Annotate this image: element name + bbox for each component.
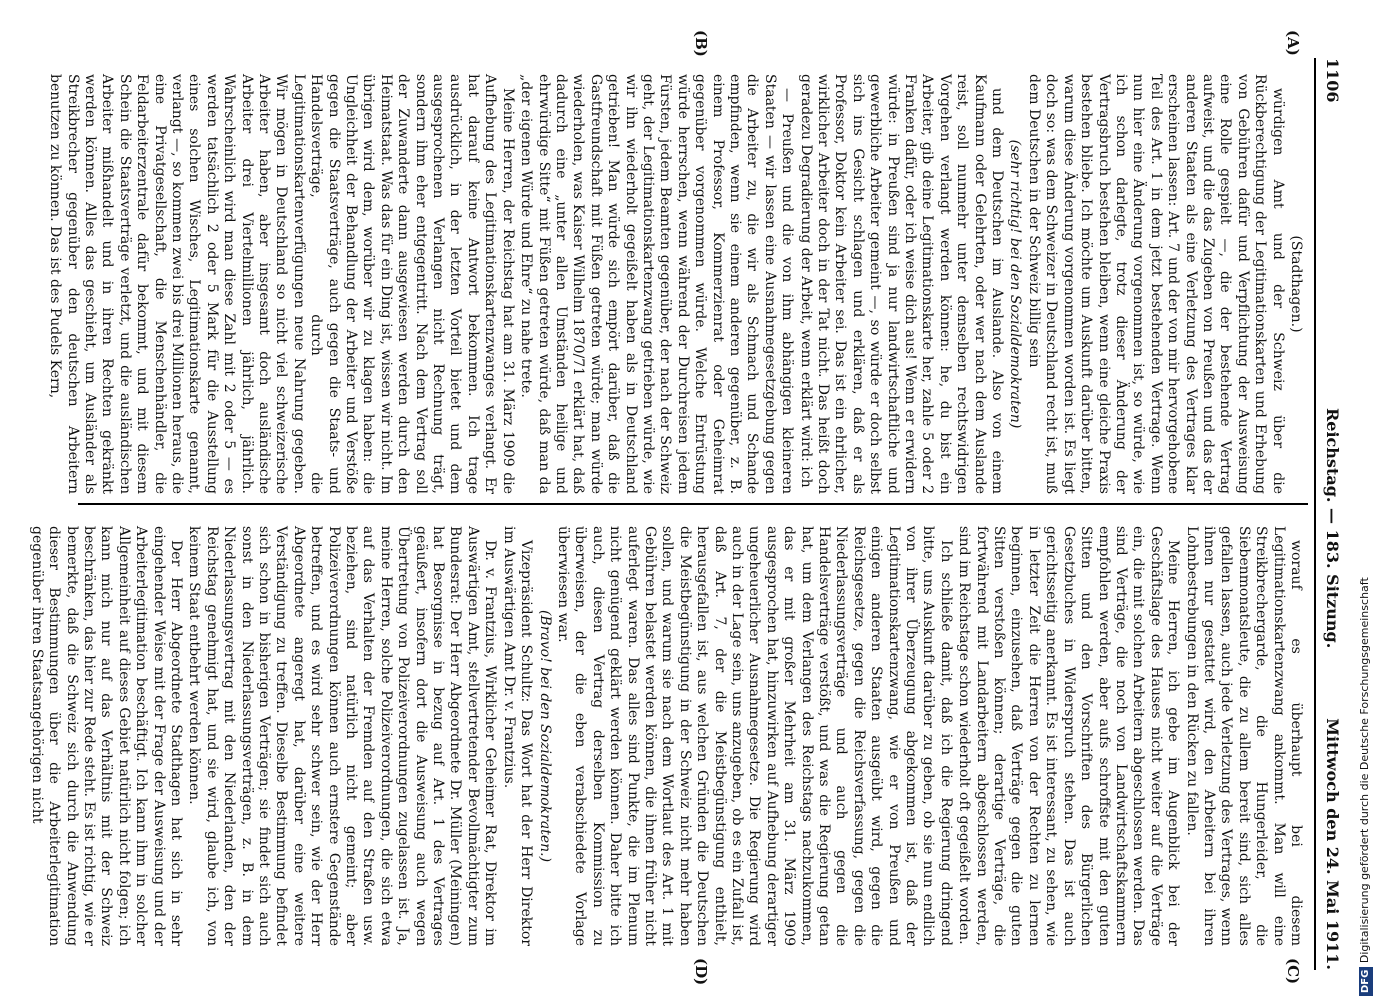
- digitization-footer: [1350, 0, 1380, 1000]
- right-text-column: [28, 526, 1304, 946]
- margin-marker-a: (A): [1284, 30, 1302, 56]
- interjection: (Bravo! bei den Sozialdemokraten.): [536, 609, 553, 863]
- page-number: 1106: [1323, 58, 1342, 103]
- page-title: Reichstag. — 183. Sitzung.: [1323, 408, 1342, 649]
- paragraph: worauf es überhaupt bei diesem Legitimationskartenzwang ankommt. Man will eine Streikbrechergarde, die Hungerleider, die Siebenmonatsleute, die zu allem bereit sind, sich alles gefallen lassen, auch jede Verletzung des Vertrages, wenn ihnen nur gestattet wird, den Arbeitern bei ihren Lohnbestrebungen in den Rücken zu fallen.: [1183, 526, 1304, 946]
- margin-marker-b: (B): [692, 30, 710, 57]
- header-rule: [1314, 58, 1316, 970]
- paragraph: würdigen Amt und der Schweiz über die Rückberechtigung der Legitimationskarten und Erhebung von Gebühren dafür und Verpflichtung der Ausweisung eine Rolle gespielt —, die der bestehende Vertrag aufweist, und die das Zugeben von Preußen und das der anderen Staaten als eine Verletzung des Vertrages klar erscheinen lassen: Art. 7 und der von mir hervorgehobene Teil des Art. 1 in dem jetzt bestehenden Vertrage. Wenn nun hier eine Änderung vorgenommen ist, so würde, wie ich schon darlegte, trotz dieser Änderung der Vertragsbruch bestehen bleiben, wenn eine gleiche Praxis bestehen bliebe. Ich möchte um Auskunft darüber bitten, warum diese Änderung vorgenommen worden ist. Es liegt doch so: was dem Schweizer in Deutschland recht ist, muß dem Deutschen in der Schweiz billig sein: [1025, 74, 1286, 494]
- page-header: [1318, 58, 1342, 970]
- paragraph: Meine Herren, der Reichstag hat am 31. März 1909 die Aufhebung des Legitimationskartenzwanges verlangt. Er hat darauf keine Antwort bekommen. Ich trage ausdrücklich, in der letzten Vorteil bietet und dem ausgesprochenen Verlangen nicht Rechnung trägt, sondern ihm eher entgegentritt. Nach dem Vertrag soll der Zuwanderte dann ausgewiesen werden durch den Heimatstaat. Was das für ein Ding ist, wissen wir nicht. Im übrigen wird dem, worüber wir zu klagen haben: die Ungleichheit der Behandlung der Arbeiter und Verstöße gegen die Staatsverträge, auch gegen die Staats- und Handelsverträge, durch die Legitimationskartenverfügungen neue Nahrung gegeben. Wir mögen in Deutschland so nicht viel schweizerische Arbeiter haben, aber insgesamt doch ausländische Arbeiter drei Viertelmillionen jährlich, jährlich. Wahrscheinlich wird man diese Zahl mit 2 oder 5 — es werden tatsächlich 2 oder 5 Mark für die Ausstellung eines solchen Wisches, Legitimationskarte genannt, verlangt —, so kommen zwei bis drei Millionen heraus, die eine Privatgesellschaft, die Menschenhändler, die Feldarbeiterzentrale dafür bekommt, und mit diesem Schein die Staatsverträge verletzt, und die ausländischen Arbeiter mißhandelt und in ihren Rechten gekränkt werden können. Alles das geschieht, um Ausländer als Streikbrecher gegenüber den deutschen Arbeitern benutzen zu können. Das ist des Pudels Kern,: [47, 74, 516, 494]
- speaker-tag: (Stadthagen.): [1288, 235, 1304, 333]
- footer-credit: Digitalisierung gefördert durch die Deutsche Forschungsgemeinschaft: [1358, 577, 1371, 964]
- paragraph: Vizepräsident Schultz: Das Wort hat der Herr Direktor im Auswärtigen Amt Dr. v. Frantzius.: [500, 526, 535, 946]
- paragraph: Dr. v. Frantzius, Wirklicher Geheimer Rat, Direktor im Auswärtigen Amt, stellvertretender Bevollmächtigter zum Bundesrat: Der Herr Abgeordnete Dr. Müller (Meiningen) hat Besorgnisse in bezug auf Art. 1 des Vertrages geäußert, insofern dort die Ausweisung auch wegen Übertretung von Polizeiverordnungen zugelassen ist. Ja, meine Herren, solche Polizeiverordnungen, die sich etwa auf das Verhalten der Fremden auf den Straßen usw. beziehen, sind natürlich nicht gemeint; aber Polizeiverordnungen können auch ernstere Gegenstände betreffen, und es wird sehr schwer sein, wie der Herr Abgeordnete angeregt hat, darüber eine weitere Verständigung zu treffen. Dieselbe Bestimmung befindet sich schon in bisherigen Verträgen; sie findet sich auch sonst in den Niederlassungsverträgen, z. B. in dem Niederlassungsvertrag mit den Niederlanden, den der Reichstag genehmigt hat, und sie wird, glaube ich, von keinem Staat entbehrt werden können.: [186, 526, 499, 946]
- paragraph: Ich schließe damit, daß ich die Regierung dringend bitte, uns Auskunft darüber zu geben, ob sie nun endlich von ihrer Überzeugung abgekommen ist, daß der Legitimationskartenzwang, wie er von Preußen und einigen anderen Staaten ausgeübt wird, gegen die Reichsgesetze, gegen die Reichsverfassung, gegen die Niederlassungsverträge und auch gegen die Handelsverträge verstößt, und was die Regierung getan hat, um dem Verlangen des Reichstags nachzukommen, das er mit großer Mehrheit am 31. März 1909 ausgesprochen hat, hinzuwirken auf Aufhebung derartiger ungeheuerlicher Ausnahmegesetze. Die Regierung wird auch in der Lage sein, uns anzugeben, ob es ein Zufall ist, daß Art. 7, der die Meistbegünstigung enthielt, herausgefallen ist, aus welchen Gründen die Deutschen die Meistbegünstigung in der Schweiz nicht mehr haben sollen, und warum sie nach dem Wortlaut des Art. 1 mit Gebühren belastet werden können, die ihnen früher nicht auferlegt waren. Das alles sind Punkte, die im Plenum nicht genügend geklärt werden können. Daher bitte ich auch, diesen Vertrag derselben Kommission zu überweisen, der die eben verabschiedete Vorlage überwiesen war.: [554, 526, 954, 946]
- rotated-page-content: [20, 0, 1360, 1000]
- interjection: (sehr richtig! bei den Sozialdemokraten): [1007, 139, 1024, 429]
- margin-marker-d: (D): [692, 958, 710, 986]
- paragraph: Der Herr Abgeordnete Stadthagen hat sich in sehr eingehender Weise mit der Frage der Ausweisung und der Arbeiterlegitimation beschäftigt. Ich kann ihm in solcher Allgemeinheit auf dieses Gebiet natürlich nicht folgen; ich kann mich nur auf das Verhältnis mit der Schweiz beschränken, das hier zur Rede steht. Es ist richtig, wie er bemerkte, daß die Schweiz sich durch die Anwendung dieser Bestimmungen über die Arbeiterlegitimation gegenüber ihren Staatsangehörigen nicht: [28, 526, 184, 946]
- paragraph: Meine Herren, ich gebe im Augenblick bei der Geschäftslage des Hauses nicht weiter auf die Verträge ein, die mit solchen Arbeitern abgeschlossen werden. Das sind Verträge, die noch von Landwirtschaftskammern empfohlen werden, aber aufs schroffste mit den guten Sitten und den Vorschriften des Bürgerlichen Gesetzbuches in Widerspruch stehen. Das ist auch gerichtsseitig anerkannt. Es ist interessant, zu sehen, wie in letzter Zeit die Herren von der Rechten zu lernen beginnen, einzusehen, daß Verträge gegen die guten Sitten verstoßen können; derartige Verträge, die fortwährend mit Landarbeitern abgeschlossen werden, sind im Reichstage schon wiederholt oft gegeißelt worden.: [956, 526, 1182, 946]
- column-divider: [78, 503, 1308, 505]
- margin-marker-c: (C): [1284, 958, 1302, 985]
- session-date: Mittwoch den 24. Mai 1911.: [1323, 718, 1342, 970]
- paragraph: und dem Deutschen im Auslande. Also von einem Kaufmann oder Gelehrten, oder wer nach dem Auslande reist, soll nunmehr unter demselben rechtswidrigen Vorgehen verlangt werden können: he, du bist ein Arbeiter, gib deine Legitimationskarte her, zahle 5 oder 2 Franken dafür, oder ich weise dich aus! Wenn er erwidern würde: in Preußen sind ja nur landwirtschaftliche und gewerbliche Arbeiter gemeint —, so würde er doch selbst sich ins Gesicht schlagen und erklären, daß er als Professor, Doktor kein Arbeiter sei. Das ist ein ehrlicher, wirklicher Arbeiter doch in der Tat nicht. Das heißt doch geradezu Degradierung der Arbeit, wenn erklärt wird: ich: [797, 74, 1006, 494]
- paragraph: — Preußen und die von ihm abhängigen kleineren Staaten — wir lassen eine Ausnahmegesetzgebung gegen die Arbeiter zu, die wir als Schmach und Schande empfinden, wenn sie einem anderen gegenüber, z. B. einem Professor, Kommerzienrat oder Geheimrat gegenüber vorgenommen würde. Welche Entrüstung würde herrschen, wenn während der Durchreisen jedem Fürsten, jedem Beamten gegenüber, der nach der Schweiz geht, der Legitimationskartenzwang getrieben würde, wie wir ihn wiederholt gegeißelt haben als in Deutschland getrieben! Man würde sich empört darüber, daß die Gastfreundschaft mit Füßen getreten würde; man würde wiederholen, was Kaiser Wilhelm 1870/71 erklärt hat, daß dadurch eine „unter allen Umständen heilige und ehrwürdige Sitte“ mit Füßen getreten würde, daß man da „der eigenen Würde und Ehre“ zu nahe trete.: [518, 74, 796, 494]
- dfg-logo: DFG: [1359, 967, 1373, 996]
- left-text-column: [47, 74, 1304, 494]
